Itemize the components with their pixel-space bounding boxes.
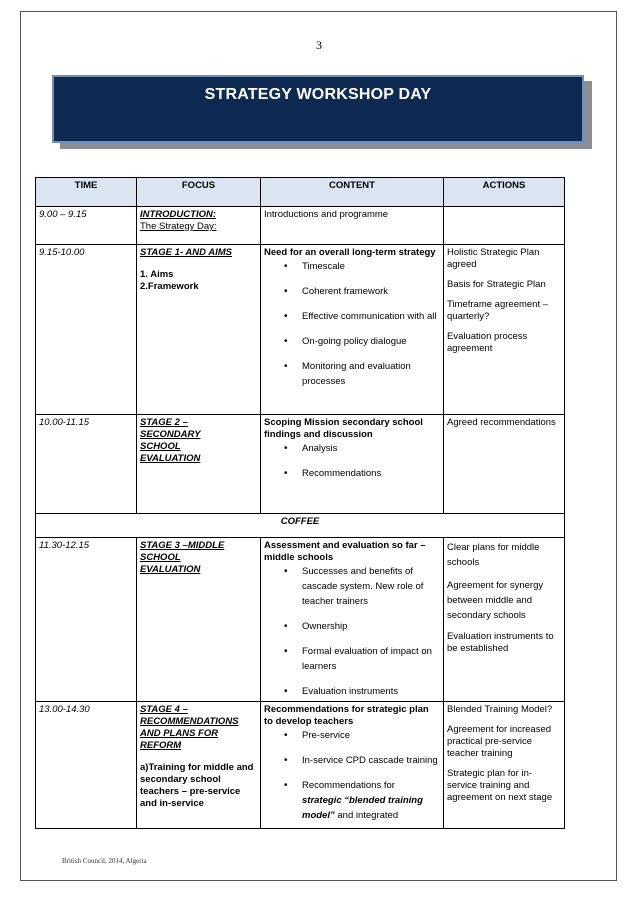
focus-title: STAGE 3 –MIDDLE xyxy=(140,540,225,551)
focus-title: STAGE 2 – xyxy=(140,417,188,428)
focus-title: SCHOOL xyxy=(140,441,181,452)
header-focus: FOCUS xyxy=(137,178,261,207)
content-cell xyxy=(261,538,444,702)
focus-title: SCHOOL xyxy=(140,552,181,563)
table-row xyxy=(36,415,565,514)
focus-title: INTRODUCTION: xyxy=(140,209,216,220)
list-item: • Effective communication with all xyxy=(302,309,440,324)
time-cell: 10.00-11.15 xyxy=(36,415,137,514)
page-footer: British Council, 2014, Algeria xyxy=(62,857,147,865)
bullet-list xyxy=(264,564,440,699)
banner-title: STRATEGY WORKSHOP DAY xyxy=(204,86,432,103)
list-item: • Successes and benefits of cascade system. New role of teacher trainers xyxy=(302,564,440,609)
content-heading: Need for an overall long-term strategy xyxy=(264,247,436,258)
page-number: 3 xyxy=(316,38,322,52)
action-item: Blended Training Model? xyxy=(447,704,553,715)
focus-cell xyxy=(137,702,261,829)
content-cell xyxy=(261,415,444,514)
header-time: TIME xyxy=(36,178,137,207)
focus-title: AND PLANS FOR xyxy=(140,728,219,739)
header-actions: ACTIONS xyxy=(444,178,565,207)
focus-cell xyxy=(137,245,261,415)
action-item: Evaluation instruments to be established xyxy=(447,631,554,654)
list-item: • On-going policy dialogue xyxy=(302,334,440,349)
focus-item: 1. Aims xyxy=(140,269,174,280)
action-item: Clear plans for middle schools xyxy=(447,542,540,568)
table-header-row xyxy=(36,178,565,207)
schedule-table xyxy=(35,177,565,829)
focus-title: STAGE 4 – xyxy=(140,704,188,715)
emphasis-text: strategic “blended training model” xyxy=(302,795,423,821)
action-item: Evaluation process agreement xyxy=(447,331,528,354)
title-banner xyxy=(52,75,584,143)
focus-cell xyxy=(137,538,261,702)
table-row xyxy=(36,538,565,702)
focus-title: EVALUATION xyxy=(140,453,201,464)
list-item: • Analysis xyxy=(302,441,440,456)
list-item: • In-service CPD cascade training xyxy=(302,753,440,768)
focus-title: STAGE 1- AND AIMS xyxy=(140,247,233,258)
action-item: Basis for Strategic Plan xyxy=(447,279,546,290)
action-item: Holistic Strategic Plan agreed xyxy=(447,247,540,270)
focus-cell xyxy=(137,207,261,245)
time-cell: 9.15-10.00 xyxy=(36,245,137,415)
actions-cell xyxy=(444,245,565,415)
content-cell xyxy=(261,207,444,245)
focus-title: SECONDARY xyxy=(140,429,201,440)
focus-cell xyxy=(137,415,261,514)
header-content: CONTENT xyxy=(261,178,444,207)
content-text: Introductions and programme xyxy=(264,209,389,220)
actions-cell xyxy=(444,538,565,702)
coffee-break-row xyxy=(36,514,565,538)
list-item: • Recommendations xyxy=(302,466,440,481)
table-row xyxy=(36,245,565,415)
list-item: • Timescale xyxy=(302,259,440,274)
content-cell xyxy=(261,245,444,415)
list-item: • Ownership xyxy=(302,619,440,634)
list-item: • Monitoring and evaluation processes xyxy=(302,359,440,389)
action-item: Strategic plan for in-service training and agreement on next stage xyxy=(447,768,553,803)
content-heading: Assessment and evaluation so far – middle schools xyxy=(264,540,426,563)
action-item: Agreement for increased practical pre-service teacher training xyxy=(447,724,552,759)
focus-title: REFORM xyxy=(140,740,182,751)
bullet-list xyxy=(264,441,440,481)
actions-cell xyxy=(444,702,565,829)
content-cell xyxy=(261,702,444,829)
list-item: • Pre-service xyxy=(302,728,440,743)
bullet-list xyxy=(264,259,440,389)
time-cell: 11.30-12.15 xyxy=(36,538,137,702)
actions-cell xyxy=(444,207,565,245)
time-cell: 9.00 – 9.15 xyxy=(36,207,137,245)
content-heading: Recommendations for strategic plan to develop teachers xyxy=(264,704,429,727)
table-row xyxy=(36,207,565,245)
list-item xyxy=(302,778,440,823)
list-item: • Evaluation instruments xyxy=(302,684,440,699)
focus-item: 2.Framework xyxy=(140,281,199,292)
table-row xyxy=(36,702,565,829)
list-item-tail: and integrated xyxy=(334,810,399,821)
content-heading: Scoping Mission secondary school findings and discussion xyxy=(264,417,423,440)
list-item: • Coherent framework xyxy=(302,284,440,299)
action-item: Agreed recommendations xyxy=(447,417,556,428)
time-cell: 13.00-14.30 xyxy=(36,702,137,829)
actions-cell xyxy=(444,415,565,514)
coffee-break-label: COFFEE xyxy=(36,514,565,538)
focus-subtitle: The Strategy Day: xyxy=(140,221,217,232)
list-item: • Formal evaluation of impact on learners xyxy=(302,644,440,674)
list-item-text: Recommendations for xyxy=(302,780,395,791)
focus-title: RECOMMENDATIONS xyxy=(140,716,239,727)
focus-item: a)Training for middle and secondary school teachers – pre-service and in-service xyxy=(140,762,254,809)
bullet-list xyxy=(264,728,440,823)
action-item: Timeframe agreement – quarterly? xyxy=(447,299,549,322)
focus-title: EVALUATION xyxy=(140,564,201,575)
action-item: Agreement for synergy between middle and secondary schools xyxy=(447,580,544,621)
